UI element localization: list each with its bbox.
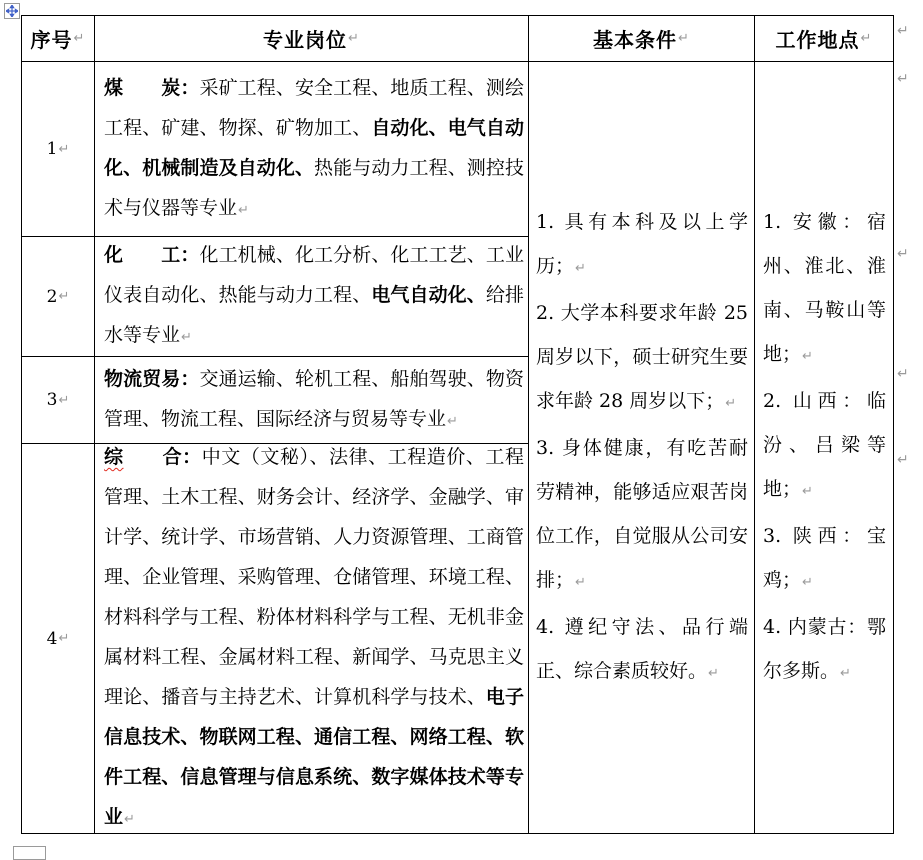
text-run: 物流贸易：: [104, 367, 200, 390]
table-move-handle[interactable]: [4, 3, 20, 19]
header-label-conditions: 基本条件: [593, 28, 678, 52]
paragraph-mark: ↵: [802, 574, 813, 590]
seq-number: 4: [46, 628, 58, 649]
seq-cell-4[interactable]: [22, 444, 95, 834]
paragraph-text: 3. 陕西：宝鸡；: [763, 524, 886, 591]
seq-cell-2[interactable]: [22, 237, 95, 357]
seq-number: 3: [46, 390, 58, 410]
paragraph-text: 3. 身体健康，有吃苦耐劳精神，能够适应艰苦岗位工作，自觉服从公司安排；: [536, 436, 748, 591]
text-run: 电子信息技术、物联网工程、通信工程、网络工程、软件工程、信息管理与信息系统、数字媒体技术等专业: [104, 686, 524, 828]
header-cell-position[interactable]: [95, 16, 529, 62]
paragraph-mark: ↵: [840, 665, 851, 681]
paragraph-mark: ↵: [802, 348, 813, 364]
paragraph: [763, 514, 886, 605]
paragraph-mark: ↵: [860, 31, 873, 46]
seq-cell-3[interactable]: [22, 357, 95, 444]
paragraph-mark: ↵: [575, 574, 586, 590]
paragraph-text: 1. 具有本科及以上学历；: [536, 210, 748, 277]
locations-cell[interactable]: [755, 62, 894, 834]
header-cell-seq[interactable]: [22, 16, 95, 62]
text-run: 化 工：: [104, 244, 200, 266]
locations-text: [755, 200, 893, 696]
paragraph-mark: ↵: [575, 260, 586, 276]
text-run: 交通运输、轮机工程、船舶驾驶、物资管理、物流工程、国际经济与贸易等专业: [104, 367, 524, 430]
partial-handle-box: [13, 846, 46, 860]
row-end-mark: ↵: [897, 246, 909, 262]
conditions-text: [529, 200, 754, 696]
position-cell-coal[interactable]: [95, 62, 529, 237]
seq-number: 1: [46, 139, 58, 159]
seq-number: 2: [46, 286, 58, 307]
paragraph: [536, 291, 748, 426]
text-run: 合：: [123, 446, 202, 468]
paragraph: [763, 379, 886, 514]
seq-cell-1[interactable]: [22, 62, 95, 237]
paragraph-mark: ↵: [678, 31, 690, 46]
paragraph-mark: ↵: [58, 289, 70, 304]
paragraph-mark: ↵: [802, 483, 813, 499]
paragraph-mark: ↵: [73, 31, 86, 46]
text-run: 自动化、电气自动化、机械制造及自动化、: [104, 116, 524, 179]
paragraph-mark: ↵: [708, 665, 719, 681]
header-label-seq: 序号: [30, 28, 73, 52]
paragraph-mark: ↵: [447, 413, 458, 429]
paragraph-text: 1. 安徽：宿州、淮北、淮南、马鞍山等地；: [763, 210, 886, 365]
text-run: 热能与动力工程、测控技术与仪器等专业: [104, 156, 524, 219]
paragraph-mark: ↵: [348, 31, 360, 46]
paragraph: [763, 605, 886, 696]
text-run: 采矿工程、安全工程、地质工程、测绘工程、矿建、物探、矿物加工、: [104, 76, 524, 139]
paragraph: [536, 200, 748, 291]
position-cell-general[interactable]: [95, 444, 529, 834]
conditions-cell[interactable]: [529, 62, 755, 834]
paragraph-text: 4. 内蒙古：鄂尔多斯。: [763, 615, 886, 682]
paragraph: [536, 426, 748, 605]
paragraph: [763, 200, 886, 379]
paragraph-mark: ↵: [124, 812, 135, 827]
row-end-mark: ↵: [897, 452, 909, 468]
row-end-mark: ↵: [897, 71, 909, 87]
header-cell-conditions[interactable]: [529, 16, 755, 62]
position-cell-chemical[interactable]: [95, 237, 529, 357]
paragraph-mark: ↵: [181, 330, 192, 345]
text-run: 中文（文秘）、法律、工程造价、工程管理、土木工程、财务会计、经济学、金融学、审计学、统计学、市场营销、人力资源管理、工商管理、企业管理、采购管理、仓储管理、环境工程、材料科学与工程、粉体材料科学与工程、无机非金属材料工程、金属材料工程、新闻学、马克思主义理论、播音与主持艺术、计算机科学与技术、: [104, 446, 524, 708]
position-text-general: [95, 444, 528, 834]
paragraph-text: 4. 遵纪守法、品行端正、综合素质较好。: [536, 615, 748, 682]
header-label-position: 专业岗位: [263, 28, 348, 52]
position-cell-logistics[interactable]: [95, 357, 529, 444]
paragraph-mark: ↵: [238, 202, 249, 218]
text-run: 给排水等专业: [104, 284, 524, 346]
paragraph-mark: ↵: [58, 141, 70, 157]
paragraph: [536, 605, 748, 696]
row-end-mark: ↵: [897, 23, 909, 39]
move-arrows-icon: [6, 2, 18, 21]
recruitment-table: [21, 15, 894, 834]
paragraph-mark: ↵: [58, 631, 70, 646]
paragraph-text: 2. 山西：临汾、吕梁等地；: [763, 389, 886, 500]
paragraph-mark: ↵: [58, 392, 70, 408]
paragraph-mark: ↵: [725, 395, 737, 411]
position-text-logistics: [95, 359, 528, 442]
header-label-location: 工作地点: [775, 28, 860, 52]
position-text-chemical: [95, 237, 528, 357]
paragraph-text: 2. 大学本科要求年龄 25 周岁以下，硕士研究生要求年龄 28 周岁以下；: [536, 301, 748, 412]
text-run: 电气自动化、: [371, 284, 486, 306]
position-text-coal: [95, 68, 528, 231]
text-run: 综: [104, 446, 124, 468]
text-run: 煤 炭：: [104, 76, 200, 99]
text-run: 化工机械、化工分析、化工工艺、工业仪表自动化、热能与动力工程、: [104, 244, 524, 306]
row-end-mark: ↵: [897, 366, 909, 382]
header-cell-location[interactable]: [755, 16, 894, 62]
